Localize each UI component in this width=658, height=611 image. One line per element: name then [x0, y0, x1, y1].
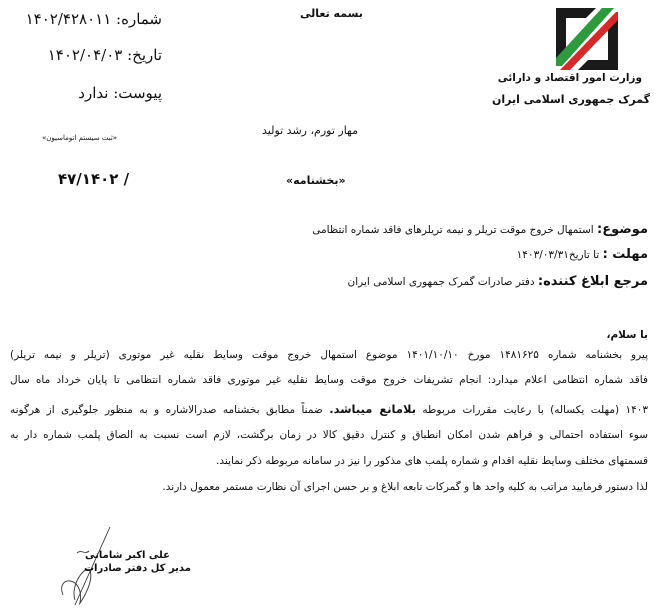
attachment-value: ندارد — [78, 84, 109, 102]
organization-name: گمرک جمهوری اسلامی ایران — [491, 93, 650, 106]
letter-date — [12, 46, 162, 64]
letter-number — [12, 10, 162, 28]
number-value: ۱۴۰۲/۴۲۸۰۱۱ — [25, 10, 112, 28]
automation-note: «ثبت سیستم اتوماسیون» — [42, 134, 118, 142]
deadline-line — [517, 247, 648, 262]
customs-logo-icon — [552, 4, 622, 74]
signatory-title: مدیر کل دفتر صادرات — [84, 563, 191, 574]
circular-number: ۴۷/۱۴۰۲ / — [58, 170, 130, 188]
slogan: مهار تورم، رشد تولید — [262, 124, 359, 137]
body-line-4: سوء استفاده احتمالی و فراهم شدن امکان انطباق و کنترل دقیق کالا در زمان برگشت، لازم است نسبت به الصاق پلمب شماره دار به — [10, 429, 648, 441]
subject-line — [312, 222, 648, 237]
document-type: «بخشنامه» — [286, 174, 346, 187]
body-line-3-start: ۱۴۰۳ (مهلت یکساله) با رعایت مقررات مربوطه — [422, 404, 648, 416]
issuer-label: مرجع ابلاغ کننده: — [537, 274, 648, 289]
bismillah: بسمه تعالی — [300, 7, 363, 20]
body-line-3 — [10, 402, 648, 416]
date-label: تاریخ: — [127, 46, 162, 64]
body-line-5: قسمتهای مختلف وسایط نقلیه اقدام و شماره پلمب های مذکور را نیز در سامانه مربوطه ذکر نمایند. — [216, 455, 648, 467]
attachment-label: پیوست: — [113, 84, 162, 102]
body-line-2: فاقد شماره انتظامی اعلام میدارد: انجام تشریفات خروج موقت وسایط نقلیه غیر موتوری فاقد شماره انتظامی تا پایان خرداد ماه سال — [10, 374, 648, 386]
deadline-value: تا تاریخ۱۴۰۳/۰۳/۳۱ — [516, 249, 600, 261]
subject-value: استمهال خروج موقت تریلر و نیمه تریلرهای فاقد شماره انتظامی — [312, 224, 594, 236]
ministry-name: وزارت امور اقتصاد و دارائی — [497, 72, 642, 84]
body-line-6: لذا دستور فرمایید مراتب به کلیه واحد ها و گمرکات تابعه ابلاغ و بر حسن اجرای آن نظارت مستمر معمول دارند. — [162, 481, 648, 493]
issuer-line — [348, 274, 648, 289]
signatory-name: علی اکبر شامانی — [85, 550, 170, 561]
number-label: شماره: — [116, 10, 162, 28]
subject-label: موضوع: — [597, 222, 648, 237]
body-line-1: پیرو بخشنامه شماره ۱۴۸۱۶۲۵ مورخ ۱۴۰۱/۱۰/۱۰ موضوع استمهال خروج موقت وسایط نقلیه غیر موتوری (تریلر و نیمه تریلر) — [10, 349, 649, 361]
issuer-value: دفتر صادرات گمرک جمهوری اسلامی ایران — [347, 276, 535, 288]
customs-logo — [552, 4, 622, 74]
greeting: با سلام، — [606, 329, 648, 341]
letter-attachment — [12, 84, 162, 102]
body-line-3-bold: بلامانع میباشد. — [329, 402, 417, 416]
date-value: ۱۴۰۲/۰۴/۰۳ — [47, 46, 123, 64]
body-line-3-end: ضمناً مطابق بخشنامه صدرالاشاره و به منظور جلوگیری از هرگونه — [10, 404, 323, 416]
deadline-label: مهلت : — [602, 247, 648, 262]
